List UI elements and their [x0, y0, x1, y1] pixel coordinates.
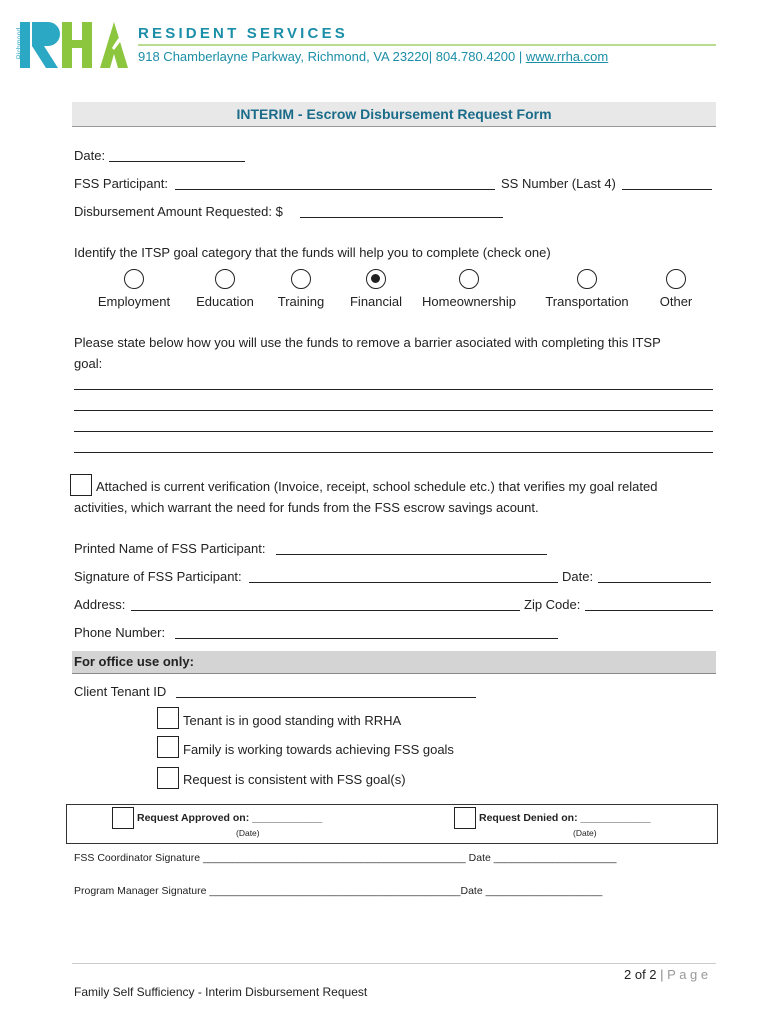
- address-field[interactable]: [131, 610, 520, 611]
- radio-education[interactable]: [215, 269, 235, 289]
- radio-label-training: Training: [277, 294, 325, 309]
- radio-financial[interactable]: [366, 269, 386, 289]
- header-rule: [138, 44, 716, 46]
- check-consistent-label: Request is consistent with FSS goal(s): [183, 772, 406, 787]
- check-fss-goals-label: Family is working towards achieving FSS goals: [183, 742, 454, 757]
- denied-checkbox[interactable]: [454, 807, 476, 829]
- check-consistent[interactable]: [157, 767, 179, 789]
- verification-line1: Attached is current verification (Invoice, receipt, school schedule etc.) that verifies my goal related: [96, 479, 658, 494]
- zip-label: Zip Code:: [524, 597, 581, 612]
- phone-field[interactable]: [175, 638, 558, 639]
- zip-field[interactable]: [585, 610, 713, 611]
- approved-date-caption: (Date): [236, 828, 260, 838]
- check-good-standing-label: Tenant is in good standing with RRHA: [183, 713, 402, 728]
- form-title: INTERIM - Escrow Disbursement Request Form: [236, 106, 552, 122]
- radio-transportation[interactable]: [577, 269, 597, 289]
- radio-selected-dot: [371, 274, 380, 283]
- radio-label-other: Other: [659, 294, 693, 309]
- approved-checkbox[interactable]: [112, 807, 134, 829]
- barrier-line-3[interactable]: [74, 431, 713, 432]
- printed-name-field[interactable]: [276, 554, 547, 555]
- radio-label-homeownership: Homeownership: [422, 294, 516, 309]
- date-field[interactable]: [109, 161, 245, 162]
- radio-homeownership[interactable]: [459, 269, 479, 289]
- check-good-standing[interactable]: [157, 707, 179, 729]
- radio-label-employment: Employment: [97, 294, 171, 309]
- amount-label: Disbursement Amount Requested: $: [74, 204, 283, 219]
- verification-checkbox[interactable]: [70, 474, 92, 496]
- printed-name-label: Printed Name of FSS Participant:: [74, 541, 266, 556]
- client-id-label: Client Tenant ID: [74, 684, 167, 699]
- participant-label: FSS Participant:: [74, 176, 168, 191]
- office-heading: For office use only:: [74, 654, 194, 669]
- page-number: [624, 967, 708, 982]
- radio-employment[interactable]: [124, 269, 144, 289]
- header-title: RESIDENT SERVICES: [138, 25, 348, 42]
- page-word: P a g e: [667, 967, 709, 982]
- radio-training[interactable]: [291, 269, 311, 289]
- ss-label: SS Number (Last 4): [501, 176, 616, 191]
- ss-field[interactable]: [622, 189, 712, 190]
- date-label: Date:: [74, 148, 106, 163]
- amount-field[interactable]: [300, 217, 503, 218]
- approval-box: [66, 804, 718, 844]
- address-text: 918 Chamberlayne Parkway, Richmond, VA 23220| 804.780.4200 |: [138, 49, 526, 64]
- barrier-line-4[interactable]: [74, 452, 713, 453]
- page-num: 2 of 2: [624, 967, 657, 982]
- rha-logo-graphic: [18, 14, 136, 74]
- phone-label: Phone Number:: [74, 625, 166, 640]
- barrier-line-2[interactable]: [74, 410, 713, 411]
- signature-date-field[interactable]: [598, 582, 711, 583]
- coordinator-signature: FSS Coordinator Signature _____________________________________________ Date _____________________: [74, 852, 617, 864]
- radio-label-education: Education: [196, 294, 254, 309]
- signature-label: Signature of FSS Participant:: [74, 569, 242, 584]
- footer-rule: [72, 963, 716, 964]
- denied-label: Request Denied on: ____________: [479, 812, 651, 824]
- page-sep: |: [656, 967, 668, 982]
- radio-other[interactable]: [666, 269, 686, 289]
- manager-signature: Program Manager Signature ___________________________________________Date ____________________: [74, 885, 603, 897]
- footer-doc-name: Family Self Sufficiency - Interim Disbursement Request: [74, 985, 368, 999]
- radio-label-transportation: Transportation: [545, 294, 629, 309]
- logo-side-text: Richmond: [16, 27, 24, 60]
- approved-label: Request Approved on: ____________: [137, 812, 323, 824]
- participant-field[interactable]: [175, 189, 495, 190]
- verification-line2: activities, which warrant the need for funds from the FSS escrow savings acount.: [74, 500, 539, 515]
- website-link[interactable]: www.rrha.com: [525, 49, 609, 64]
- signature-date-label: Date:: [562, 569, 594, 584]
- check-fss-goals[interactable]: [157, 736, 179, 758]
- signature-field[interactable]: [249, 582, 558, 583]
- barrier-prompt-line1: Please state below how you will use the funds to remove a barrier asociated with completing this ITSP: [74, 335, 661, 350]
- radio-label-financial: Financial: [349, 294, 403, 309]
- address-label: Address:: [74, 597, 126, 612]
- denied-date-caption: (Date): [573, 828, 597, 838]
- rha-logo: [18, 14, 136, 74]
- client-id-field[interactable]: [176, 697, 476, 698]
- header-address: [138, 49, 608, 64]
- goal-prompt: Identify the ITSP goal category that the funds will help you to complete (check one): [74, 245, 551, 260]
- barrier-line-1[interactable]: [74, 389, 713, 390]
- barrier-prompt-line2: goal:: [74, 356, 103, 371]
